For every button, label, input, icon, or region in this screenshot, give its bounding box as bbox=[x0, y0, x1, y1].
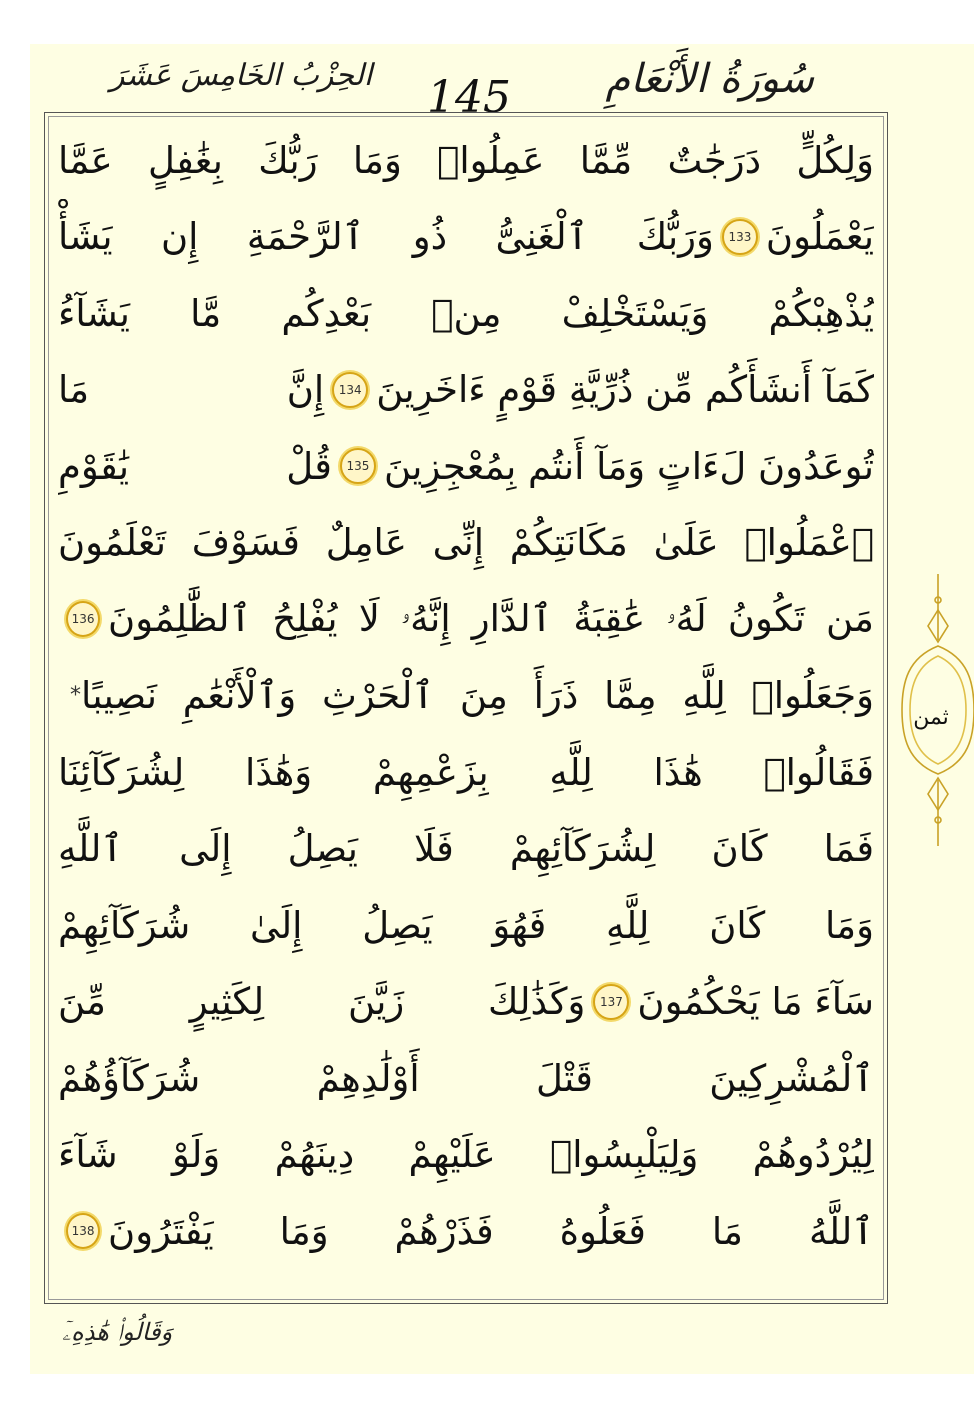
verse-line bbox=[58, 122, 874, 199]
hizb-label: الحِزْبُ الخَامِسَ عَشَرَ bbox=[110, 58, 373, 93]
verse-number-marker: 135 bbox=[340, 448, 376, 484]
verse-line bbox=[58, 352, 874, 429]
verse-line bbox=[58, 275, 874, 352]
verse-line bbox=[58, 1117, 874, 1194]
quran-text bbox=[58, 122, 874, 1270]
rub-star-icon: * bbox=[70, 683, 81, 709]
verse-line bbox=[58, 581, 874, 658]
verse-text: مَن تَكُونُ لَهُۥ عَٰقِبَةُ ٱلدَّارِ إِنَّهُۥ لَا يُفْلِحُ ٱلظَّٰلِمُونَ bbox=[108, 597, 874, 641]
page-number: 145 bbox=[427, 72, 511, 123]
verse-text-continued: إِنَّ مَا bbox=[58, 368, 325, 412]
verse-text: فَقَالُوا۟ هَٰذَا لِلَّهِ بِزَعْمِهِمْ وَهَٰذَا لِشُرَكَآئِنَا bbox=[58, 750, 874, 794]
verse-text: وَمَا كَانَ لِلَّهِ فَهُوَ يَصِلُ إِلَىٰ شُرَكَآئِهِمْ bbox=[58, 903, 874, 947]
verse-text: ٱعْمَلُوا۟ عَلَىٰ مَكَانَتِكُمْ إِنِّى عَامِلٌ فَسَوْفَ تَعْلَمُونَ bbox=[58, 521, 874, 565]
verse-text: يَعْمَلُونَ bbox=[765, 215, 874, 259]
verse-number-marker: 134 bbox=[332, 372, 368, 408]
verse-text: فَمَا كَانَ لِشُرَكَآئِهِمْ فَلَا يَصِلُ إِلَى ٱللَّهِ bbox=[58, 827, 874, 871]
verse-text: تُوعَدُونَ لَءَاتٍ وَمَآ أَنتُم بِمُعْجِزِينَ bbox=[383, 444, 874, 488]
verse-text: ٱلْمُشْرِكِينَ قَتْلَ أَوْلَٰدِهِمْ شُرَكَآؤُهُمْ bbox=[58, 1056, 874, 1100]
verse-number-marker: 136 bbox=[66, 601, 100, 637]
catchword: وَقَالُوا۟ هَٰذِهِۦٓ bbox=[62, 1318, 173, 1346]
verse-text-continued: قُلْ يَٰقَوْمِ bbox=[58, 444, 332, 488]
verse-number-marker: 137 bbox=[593, 984, 629, 1020]
verse-text-continued: وَكَذَٰلِكَ زَيَّنَ لِكَثِيرٍ مِّنَ bbox=[58, 980, 586, 1024]
verse-line bbox=[58, 505, 874, 582]
verse-line bbox=[58, 428, 874, 505]
thumn-marker: ثمن bbox=[913, 704, 949, 730]
surah-title: سُورَةُ الأَنْعَامِ bbox=[605, 56, 814, 102]
verse-text-continued: وَرَبُّكَ ٱلْغَنِىُّ ذُو ٱلرَّحْمَةِ إِن يَشَأْ bbox=[58, 215, 714, 259]
verse-line bbox=[58, 734, 874, 811]
verse-line bbox=[58, 811, 874, 888]
verse-line bbox=[58, 199, 874, 276]
verse-number-marker: 138 bbox=[66, 1213, 100, 1249]
verse-line bbox=[58, 658, 874, 735]
verse-line bbox=[58, 1193, 874, 1270]
verse-line bbox=[58, 1040, 874, 1117]
verse-line bbox=[58, 887, 874, 964]
verse-text: كَمَآ أَنشَأَكُم مِّن ذُرِّيَّةِ قَوْمٍ ءَاخَرِينَ bbox=[376, 368, 874, 412]
verse-text: وَجَعَلُوا۟ لِلَّهِ مِمَّا ذَرَأَ مِنَ ٱلْحَرْثِ وَٱلْأَنْعَٰمِ نَصِيبًا bbox=[81, 674, 874, 718]
verse-number-marker: 133 bbox=[722, 219, 758, 255]
verse-text: لِيُرْدُوهُمْ وَلِيَلْبِسُوا۟ عَلَيْهِمْ دِينَهُمْ وَلَوْ شَآءَ bbox=[58, 1133, 874, 1177]
verse-text: سَآءَ مَا يَحْكُمُونَ bbox=[637, 980, 874, 1024]
verse-text: ٱللَّهُ مَا فَعَلُوهُ فَذَرْهُمْ وَمَا يَفْتَرُونَ bbox=[108, 1209, 874, 1253]
verse-text: وَلِكُلٍّ دَرَجَٰتٌ مِّمَّا عَمِلُوا۟ وَمَا رَبُّكَ بِغَٰفِلٍ عَمَّا bbox=[58, 138, 874, 182]
verse-line bbox=[58, 964, 874, 1041]
verse-text: يُذْهِبْكُمْ وَيَسْتَخْلِفْ مِنۢ بَعْدِكُم مَّا يَشَآءُ bbox=[58, 291, 874, 335]
